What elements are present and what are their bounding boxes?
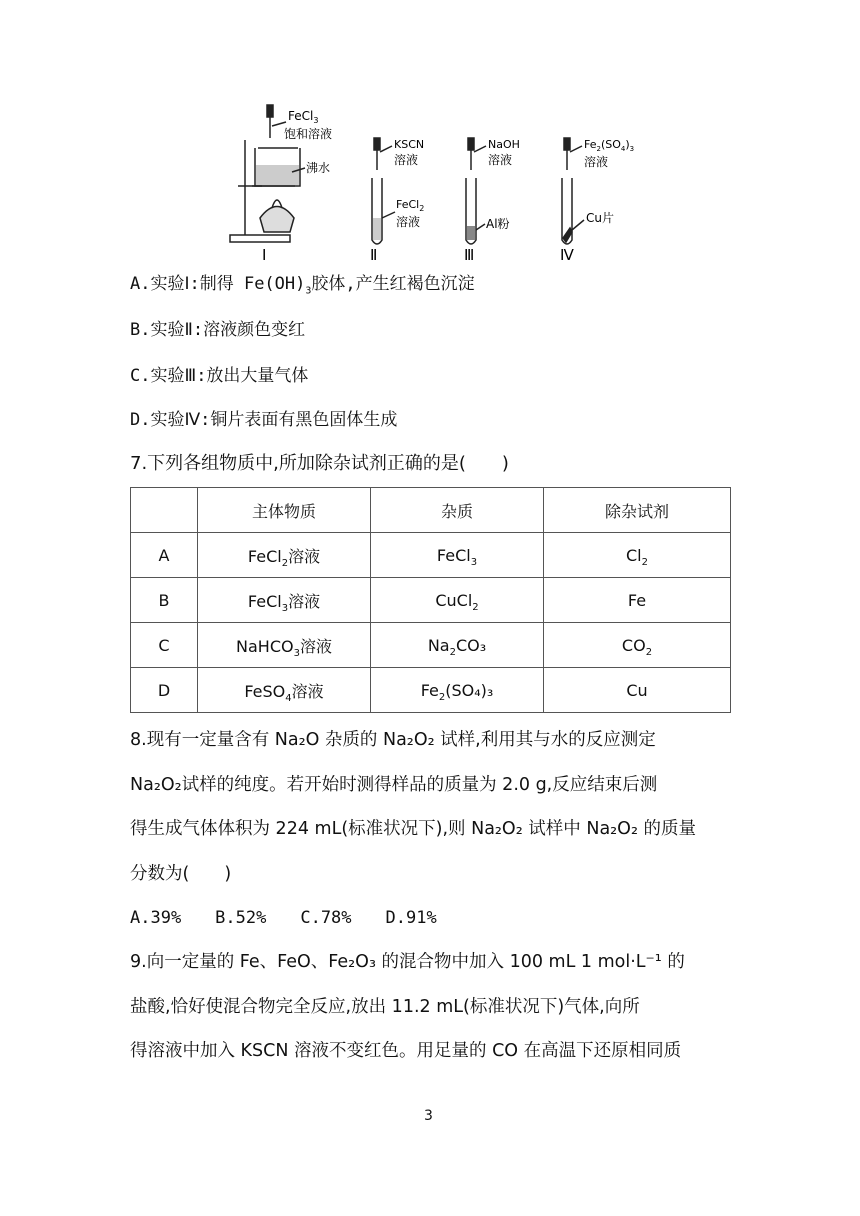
- question-7-stem: 7.下列各组物质中,所加除杂试剂正确的是( ): [130, 453, 509, 474]
- table-row: [131, 533, 731, 578]
- q9-line: 盐酸,恰好使混合物完全反应,放出 11.2 mL(标准状况下)气体,向所: [130, 996, 640, 1017]
- reagent: Cu: [544, 668, 731, 713]
- reagent: Fe: [544, 578, 731, 623]
- label-III: Ⅲ: [464, 246, 475, 264]
- label-naoh: NaOH: [488, 138, 520, 151]
- question-8: [130, 718, 732, 896]
- row-label: B: [131, 578, 198, 623]
- q8-line: 得生成气体体积为 224 mL(标准状况下),则 Na₂O₂ 试样中 Na₂O₂ 的质量: [130, 819, 697, 839]
- option-6b: B.实验Ⅱ:溶液颜色变红: [130, 320, 306, 340]
- label-saturated: 饱和溶液: [284, 127, 333, 141]
- main-substance: FeCl$_2$溶液: [198, 533, 371, 578]
- table-header: [131, 488, 198, 533]
- label-II: Ⅱ: [370, 246, 378, 264]
- impurity-table: [130, 487, 731, 713]
- setup-3: [466, 138, 486, 244]
- table-header: 除杂试剂: [544, 488, 731, 533]
- label-boiling-water: 沸水: [306, 161, 331, 175]
- main-substance: FeCl$_3$溶液: [198, 578, 371, 623]
- impurity: CuCl$_2$: [371, 578, 544, 623]
- reagent: $Cl_2$: [544, 533, 731, 578]
- label-cu: Cu片: [586, 211, 614, 225]
- table-header: 杂质: [371, 488, 544, 533]
- option-6a: A.实验Ⅰ:制得 $Fe(OH)_3$胶体,产生红褐色沉淀: [130, 274, 475, 297]
- main-substance: FeSO$_4$溶液: [198, 668, 371, 713]
- q8-line: 8.现有一定量含有 Na₂O 杂质的 Na₂O₂ 试样,利用其与水的反应测定: [130, 730, 656, 750]
- option-6c: C.实验Ⅲ:放出大量气体: [130, 366, 309, 386]
- q8-line: Na₂O₂试样的纯度。若开始时测得样品的质量为 2.0 g,反应结束后测: [130, 774, 658, 795]
- table-row: [131, 668, 731, 713]
- q9-line: 9.向一定量的 Fe、FeO、Fe₂O₃ 的混合物中加入 100 mL 1 mol·L⁻¹ 的: [130, 952, 685, 972]
- impurity: $Na_2CO_3$: [371, 623, 544, 668]
- label-fecl2-solution: 溶液: [396, 215, 421, 229]
- apparatus-diagram: [200, 100, 660, 265]
- row-label: C: [131, 623, 198, 668]
- setup-4: [562, 138, 584, 244]
- q8-line: 分数为( ): [130, 863, 232, 884]
- setup-1: [230, 105, 305, 242]
- table-header: 主体物质: [198, 488, 371, 533]
- question-9: [130, 940, 732, 1074]
- label-kscn: KSCN: [394, 138, 425, 151]
- q8-options: A.39% B.52% C.78% D.91%: [130, 908, 437, 928]
- main-substance: NaHCO$_3$溶液: [198, 623, 371, 668]
- table-row: [131, 578, 731, 623]
- impurity: FeCl$_3$: [371, 533, 544, 578]
- page-number: 3: [424, 1108, 433, 1124]
- label-I: Ⅰ: [262, 246, 267, 264]
- label-fe2so43: $Fe_2(SO_4)_3$: [584, 138, 635, 153]
- label-IV: Ⅳ: [560, 246, 574, 264]
- label-al-powder: Al粉: [486, 217, 510, 231]
- row-label: D: [131, 668, 198, 713]
- label-fecl3: FeCl$_3$: [288, 109, 319, 125]
- row-label: A: [131, 533, 198, 578]
- option-6d: D.实验Ⅳ:铜片表面有黑色固体生成: [130, 410, 398, 430]
- label-kscn-solution: 溶液: [394, 153, 419, 167]
- reagent: $CO_2$: [544, 623, 731, 668]
- label-fe2so43-solution: 溶液: [584, 155, 609, 169]
- q9-line: 得溶液中加入 KSCN 溶液不变红色。用足量的 CO 在高温下还原相同质: [130, 1041, 682, 1061]
- label-fecl2: FeCl$_2$: [396, 198, 425, 213]
- setup-2: [372, 138, 395, 244]
- experiment-figure: [200, 100, 660, 265]
- table-header-row: [131, 488, 731, 533]
- table-row: [131, 623, 731, 668]
- label-naoh-solution: 溶液: [488, 153, 513, 167]
- impurity: $Fe_2(SO_4)_3$: [371, 668, 544, 713]
